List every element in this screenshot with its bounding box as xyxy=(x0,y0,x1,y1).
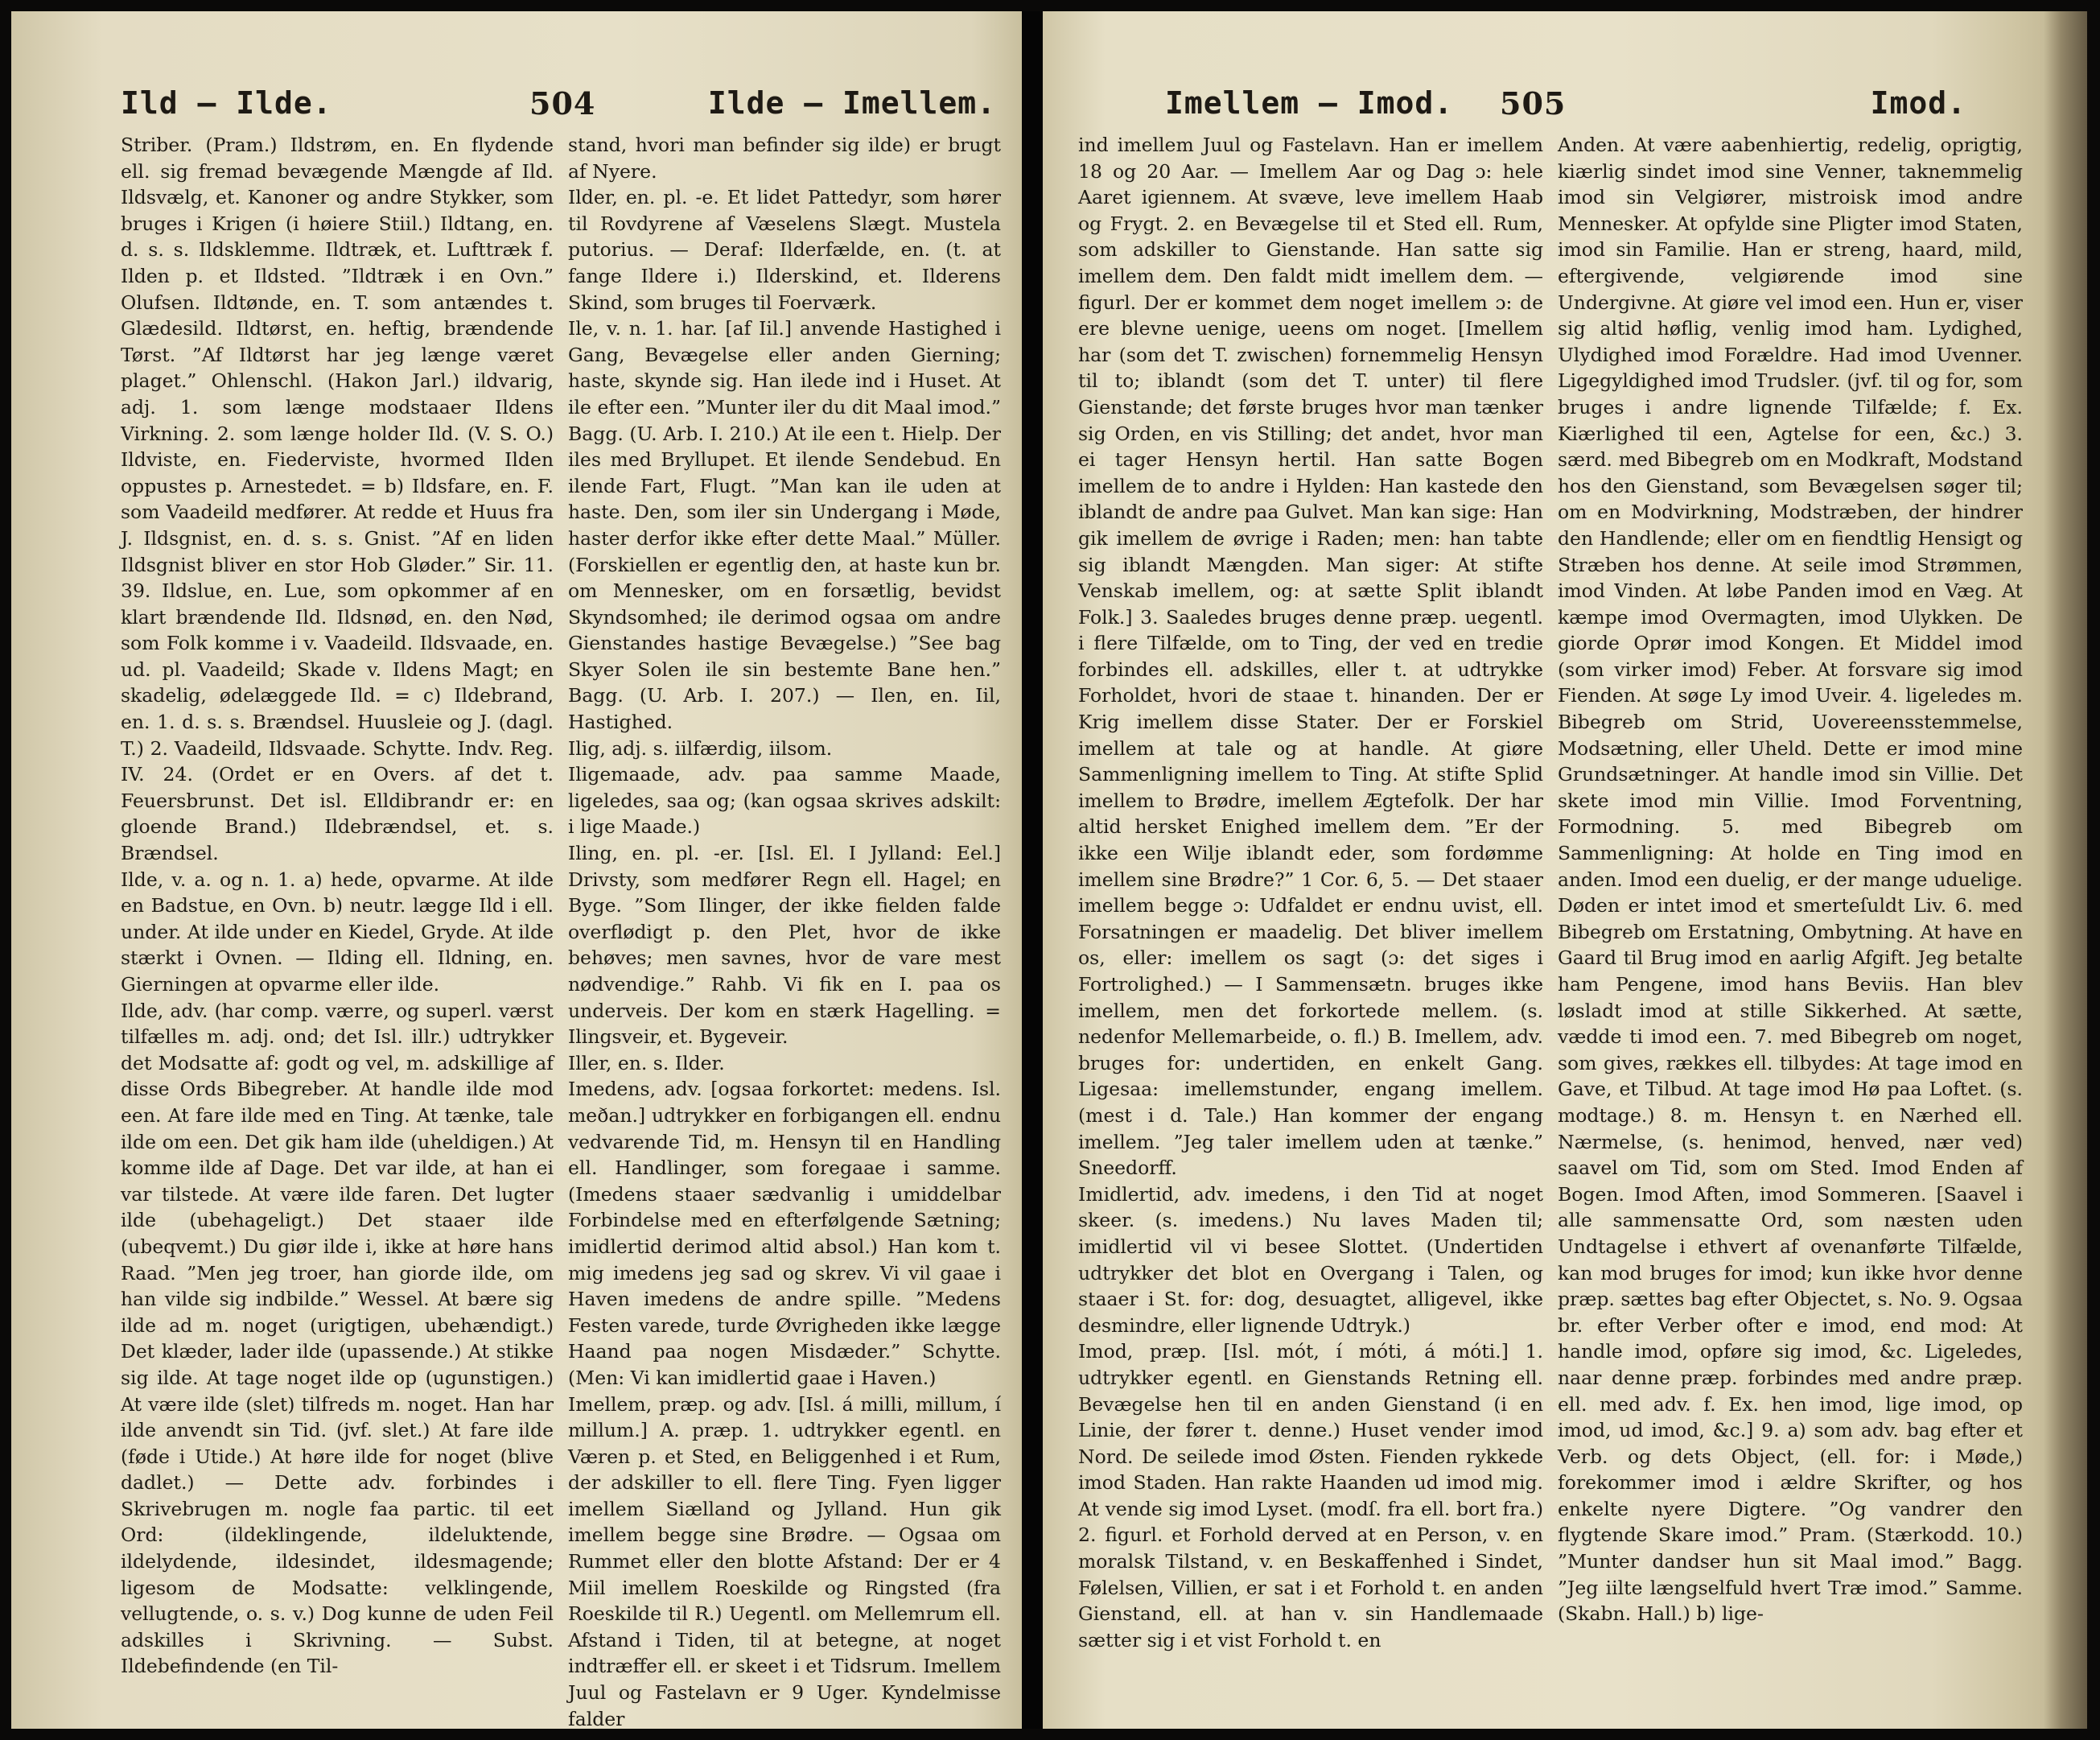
left-header-catchword-end: Ilde — Imellem. xyxy=(707,85,996,121)
entry-text: Iligemaade, adv. paa samme Maade, ligeledes, saa og; (kan ogsaa skrives adskilt: i lige Maade.) xyxy=(568,763,1001,839)
right-column-1 xyxy=(1078,132,1543,1709)
entry-text: Ilde, adv. (har comp. værre, og superl. værst tilfælles m. adj. ond; det Isl. illr.) udtrykker det Modsatte af: godt og vel, m. adskillige af disse Ords Bibegreber. At handle ilde mod een. At fare ilde med en Ting. At tænke, tale ilde om een. Det gik ham ilde (uheldigen.) At komme ilde af Dage. Det var ilde, at han ei var tilstede. At være ilde faren. Det lugter ilde (ubehageligt.) Det staaer ilde (ubeqvemt.) Du giør ilde i, ikke at høre hans Raad. ”Men jeg troer, han giorde ilde, om han vilde sig indbilde.” Wessel. At bære sig ilde ad m. noget (urigtigen, ubehændigt.) Det klæder, lader ilde (upassende.) At stikke sig ilde. At tage noget ilde op (ugunstigen.) At være ilde (slet) tilfreds m. noget. Han har ilde anvendt sin Tid. (jvf. slet.) At fare ilde (føde i Utide.) At høre ilde for noget (blive dadlet.) — Dette adv. forbindes i Skrivebrugen m. nogle faa partic. til eet Ord: (ildeklingende, ildeluktende, ildelydende, ildesindet, ildesmagende; ligesom de Modsatte: velklingende, vellugtende, o. s. v.) Dog kunne de uden Feil adskilles i Skrivning. — Subst. Ildebefindende (en Til- xyxy=(121,999,554,1678)
entry-text: Ile, v. n. 1. har. [af Iil.] anvende Hastighed i Gang, Bevægelse eller anden Gierning; haste, skynde sig. Han ilede ind i Huset. At ile efter een. ”Munter iler du dit Maal imod.” Bagg. (U. Arb. I. 210.) At ile een t. Hielp. Der iles med Bryllupet. Et ilende Sendebud. En ilende Fart, Flugt. ”Man kan ile uden at haste. Den, som iler sin Undergang i Møde, haster derfor ikke efter dette Maal.” Müller. (Forskiellen er egentlig den, at haste kun br. om Mennesker, om en forsætlig, bevidst Skyndsomhed; ile derimod ogsaa om andre Gienstandes hastige Bevægelse.) ”See bag Skyer Solen ile sin bestemte Bane hen.” Bagg. (U. Arb. I. 207.) — Ilen, en. Iil, Hastighed. xyxy=(568,317,1001,734)
left-column-1 xyxy=(121,132,554,1709)
entry-text: Iling, en. pl. -er. [Isl. El. I Jylland: Eel.] Drivsty, som medfører Regn ell. Hagel; en Byge. ”Som Ilinger, der ikke fielden falde overflødigt p. den Plet, hvor de ikke behøves; men savnes, hvor de vare mest nødvendige.” Rahb. Vi fik en I. paa os underveis. Der kom en stærk Hagelling. = Ilingsveir, et. Bygeveir. xyxy=(568,842,1001,1049)
book-gutter xyxy=(1022,11,1043,1729)
entry-text: Imedens, adv. [ogsaa forkortet: medens. Isl. meðan.] udtrykker en forbigangen ell. endnu vedvarende Tid, m. Hensyn til en Handling ell. Handlinger, som foregaae i samme. (Imedens staaer sædvanlig i umiddelbar Forbindelse med en efterfølgende Sætning; imidlertid derimod altid absol.) Han kom t. mig imedens jeg sad og skrev. Vi vil gaae i Haven imedens de andre spille. ”Medens Festen varede, turde Øvrigheden ikke lægge Haand paa nogen Misdæder.” Schytte. (Men: Vi kan imidlertid gaae i Haven.) xyxy=(568,1078,1001,1389)
entry-text: Anden. At være aabenhiertig, redelig, oprigtig, kiærlig sindet imod sine Venner, taknemmelig imod sin Velgiører, mistroisk imod andre Mennesker. At opfylde sine Pligter imod Staten, imod sin Familie. Han er streng, haard, mild, eftergivende, velgiørende imod sine Undergivne. At giøre vel imod een. Hun er, viser sig altid høflig, venlig imod ham. Lydighed, Ulydighed imod Forældre. Had imod Uvenner. Ligegyldighed imod Trudsler. (jvf. til og for, som bruges i andre lignende Tilfælde; f. Ex. Kiærlighed til een, Agtelse for een, &c.) 3. særd. med Bibegreb om en Modkraft, Modstand hos den Gienstand, som Bevægelsen søger til; om en Modvirkning, Modstræben, der hindrer den Handlende; eller om en fiendtlig Hensigt og Stræben hos denne. At seile imod Strømmen, imod Vinden. At løbe Panden imod en Væg. At kæmpe imod Overmagten, imod Ulykken. De giorde Oprør imod Kongen. Et Middel imod (som virker imod) Feber. At forsvare sig imod Fienden. At søge Ly imod Uveir. 4. ligeledes m. Bibegreb om Strid, Uovereensstemmelse, Modsætning, eller Uheld. Dette er imod mine Grundsætninger. At handle imod sin Villie. Det skete imod min Villie. Imod Forventning, Formodning. 5. med Bibegreb om Sammenligning: At holde en Ting imod en anden. Imod een duelig, er der mange uduelige. Døden er intet imod et smerteſuldt Liv. 6. med Bibegreb om Erstatning, Ombytning. At have en Gaard til Brug imod en aarlig Afgift. Jeg betalte ham Pengene, imod hans Beviis. Han blev løsladt imod at stille Sikkerhed. At sætte, vædde ti imod een. 7. med Bibegreb om noget, som gives, rækkes ell. tilbydes: At tage imod en Gave, et Tilbud. At tage imod Hø paa Loftet. (s. modtage.) 8. m. Hensyn t. en Nærhed ell. Nærmelse, (s. henimod, henved, nær ved) saavel om Tid, som om Sted. Imod Enden af Bogen. Imod Aften, imod Sommeren. [Saavel i alle sammensatte Ord, som næsten uden Undtagelse i ethvert af ovenanførte Tilfælde, kan mod bruges for imod; kun ikke hvor denne præp. sættes bag efter Objectet, s. No. 9. Ogsaa br. efter Verber ofter e imod, end mod: At handle imod, opføre sig imod, &c. Ligeledes, naar denne præp. forbindes med andre præp. ell. med adv. f. Ex. hen imod, lige imod, op imod, ud imod, &c.] 9. a) som adv. bag efter et Verb. og dets Object, (ell. for: i Møde,) forekommer imod i ældre Skrifter, og hos enkelte nyere Digtere. ”Og vandrer den flygtende Skare imod.” Pram. (Stærkodd. 10.) ”Munter dandser hun sit Maal imod.” Bagg. ”Jeg iilte længselfuld hvert Træ imod.” Samme. (Skabn. Hall.) b) lige- xyxy=(1558,134,2023,1626)
left-page-columns xyxy=(121,132,1001,1730)
entry-text: Imellem, præp. og adv. [Isl. á milli, millum, í millum.] A. præp. 1. udtrykker egentl. en Væren p. et Sted, en Beliggenhed i et Rum, der adskiller to ell. flere Ting. Fyen ligger imellem Siælland og Jylland. Hun gik imellem begge sine Brødre. — Ogsaa om Rummet eller den blotte Afstand: Der er 4 Miil imellem Roeskilde og Ringsted (fra Roeskilde til R.) Uegentl. om Mellemrum ell. Afstand i Tiden, til at betegne, at noget indtræffer ell. er skeet i et Tidsrum. Imellem Juul og Fastelavn er 9 Uger. Kyndelmisse falder xyxy=(568,1392,1001,1730)
right-header-catchword-end: Imod. xyxy=(1870,85,1966,121)
left-header-catchword-start: Ild — Ilde. xyxy=(121,85,332,121)
right-header-catchword-start: Imellem — Imod. xyxy=(1165,85,1454,121)
entry-text: Ilder, en. pl. -e. Et lidet Pattedyr, som hører til Rovdyrene af Væselens Slægt. Mustela putorius. — Deraf: Ilderfælde, en. (t. at fange Ildere i.) Ilderskind, et. Ilderens Skind, som bruges til Foerværk. xyxy=(568,186,1001,314)
left-page-header xyxy=(121,82,1001,132)
right-page-header xyxy=(1078,82,2023,132)
right-page-columns xyxy=(1078,132,2023,1709)
entry-text: Striber. (Pram.) Ildstrøm, en. En flydende ell. sig fremad bevægende Mængde af Ild. Ildsvælg, et. Kanoner og andre Stykker, som bruges i Krigen (i høiere Stiil.) Ildtang, en. d. s. s. Ildsklemme. Ildtræk, et. Lufttræk f. Ilden p. et Ildsted. ”Ildtræk i en Ovn.” Olufsen. Ildtønde, en. T. som antændes t. Glædesild. Ildtørst, en. heftig, brændende Tørst. ”Af Ildtørst har jeg længe været plaget.” Ohlenschl. (Hakon Jarl.) ildvarig, adj. 1. som længe modstaaer Ildens Virkning. 2. som længe holder Ild. (V. S. O.) Ildviste, en. Fiederviste, hvormed Ilden oppustes p. Arnestedet. = b) Ildsfare, en. F. som Vaadeild medfører. At redde et Huus fra J. Ildsgnist, en. d. s. s. Gnist. ”Af en liden Ildsgnist bliver en stor Hob Gløder.” Sir. 11. 39. Ildslue, en. Lue, som opkommer af en klart brændende Ild. Ildsnød, en. den Nød, som Folk komme i v. Vaadeild. Ildsvaade, en. ud. pl. Vaadeild; Skade v. Ildens Magt; en skadelig, ødelæggede Ild. = c) Ildebrand, en. 1. d. s. s. Brændsel. Huusleie og J. (dagl. T.) 2. Vaadeild, Ildsvaade. Schytte. Indv. Reg. IV. 24. (Ordet er en Overs. af det t. Feuersbrunst. Det isl. Elldibrandr er: en gloende Brand.) Ildebrændsel, et. s. Brændsel. xyxy=(121,134,554,865)
right-page-number: 505 xyxy=(1500,85,1567,122)
entry-text: Ilig, adj. s. iilfærdig, iilsom. xyxy=(568,736,833,760)
left-page-number: 504 xyxy=(529,85,596,122)
page-edge-shadow xyxy=(2044,11,2087,1729)
entry-text: ind imellem Juul og Fastelavn. Han er imellem 18 og 20 Aar. — Imellem Aar og Dag ɔ: hele Aaret igiennem. At svæve, leve imellem Haab og Frygt. 2. en Bevægelse til et Sted ell. Rum, som adskiller to Gienstande. Han satte sig imellem dem. Den faldt midt imellem dem. — figurl. Der er kommet dem noget imellem ɔ: de ere blevne uenige, ueens om noget. [Imellem har (som det T. zwischen) fornemmelig Hensyn til to; iblandt (som det T. unter) til flere Gienstande; det første bruges hvor man tænker sig Orden, en vis Stilling; det andet, hvor man ei tager Hensyn hertil. Han satte Bogen imellem de to andre i Hylden: Han kastede den iblandt de andre paa Gulvet. Man kan sige: Han gik imellem de øvrige i Raden; men: han tabte sig iblandt Mængden. Man siger: At stifte Venskab imellem, og: at sætte Split iblandt Folk.] 3. Saaledes bruges denne præp. uegentl. i flere Tilfælde, om to Ting, der ved en tredie forbindes ell. adskilles, eller t. at udtrykke Forholdet, hvori de staae t. hinanden. Der er Krig imellem disse Stater. Der er Forskiel imellem at tale og at handle. At giøre Sammenligning imellem to Ting. At stifte Splid imellem to Brødre, imellem Ægtefolk. Der har altid hersket Enighed imellem dem. ”Er der ikke een Wilje iblandt eder, som fordømme imellem sine Brødre?” 1 Cor. 6, 5. — Det staaer imellem begge ɔ: Udfaldet er endnu uvist, ell. Forsatningen er maadelig. Det bliver imellem os, eller: imellem os sagt (ɔ: det siges i Fortrolighed.) — I Sammensætn. bruges ikke imellem, men det forkortede mellem. (s. nedenfor Mellemarbeide, o. fl.) B. Imellem, adv. bruges for: undertiden, en enkelt Gang. Ligesaa: imellemstunder, engang imellem. (mest i d. Tale.) Han kommer der engang imellem. ”Jeg taler imellem uden at tænke.” Sneedorff. xyxy=(1078,134,1543,1180)
left-page xyxy=(11,11,1022,1729)
right-page xyxy=(1043,11,2087,1729)
entry-text: stand, hvori man befinder sig ilde) er brugt af Nyere. xyxy=(568,134,1001,183)
entry-text: Ilde, v. a. og n. 1. a) hede, opvarme. At ilde en Badstue, en Ovn. b) neutr. lægge Ild i ell. under. At ilde under en Kiedel, Gryde. At ilde stærkt i Ovnen. — Ilding ell. Ildning, en. Gierningen at opvarme eller ilde. xyxy=(121,868,554,996)
entry-text: Iller, en. s. Ilder. xyxy=(568,1051,725,1074)
right-column-2 xyxy=(1558,132,2023,1709)
entry-text: Imidlertid, adv. imedens, i den Tid at noget skeer. (s. imedens.) Nu laves Maden til; imidlertid vil vi besee Slottet. (Undertiden udtrykker det blot en Overgang i Talen, og staaer i St. for: dog, desuagtet, alligevel, ikke desmindre, eller lignende Udtryk.) xyxy=(1078,1182,1543,1337)
left-column-2 xyxy=(568,132,1001,1730)
entry-text: Imod, præp. [Isl. mót, í móti, á móti.] 1. udtrykker egentl. en Gienstands Retning ell. Bevægelse hen til en anden Gienstand (i en Linie, der fører t. denne.) Huset vender imod Nord. De seilede imod Østen. Fienden rykkede imod Staden. Han rakte Haanden ud imod mig. At vende sig imod Lyset. (modſ. fra ell. bort fra.) 2. figurl. et Forhold derved at en Person, v. en moralsk Tilstand, v. en Beskaffenhed i Sindet, Følelsen, Villien, er sat i et Forhold t. en anden Gienstand, ell. at han v. sin Handlemaade sætter sig i et vist Forhold t. en xyxy=(1078,1340,1543,1651)
